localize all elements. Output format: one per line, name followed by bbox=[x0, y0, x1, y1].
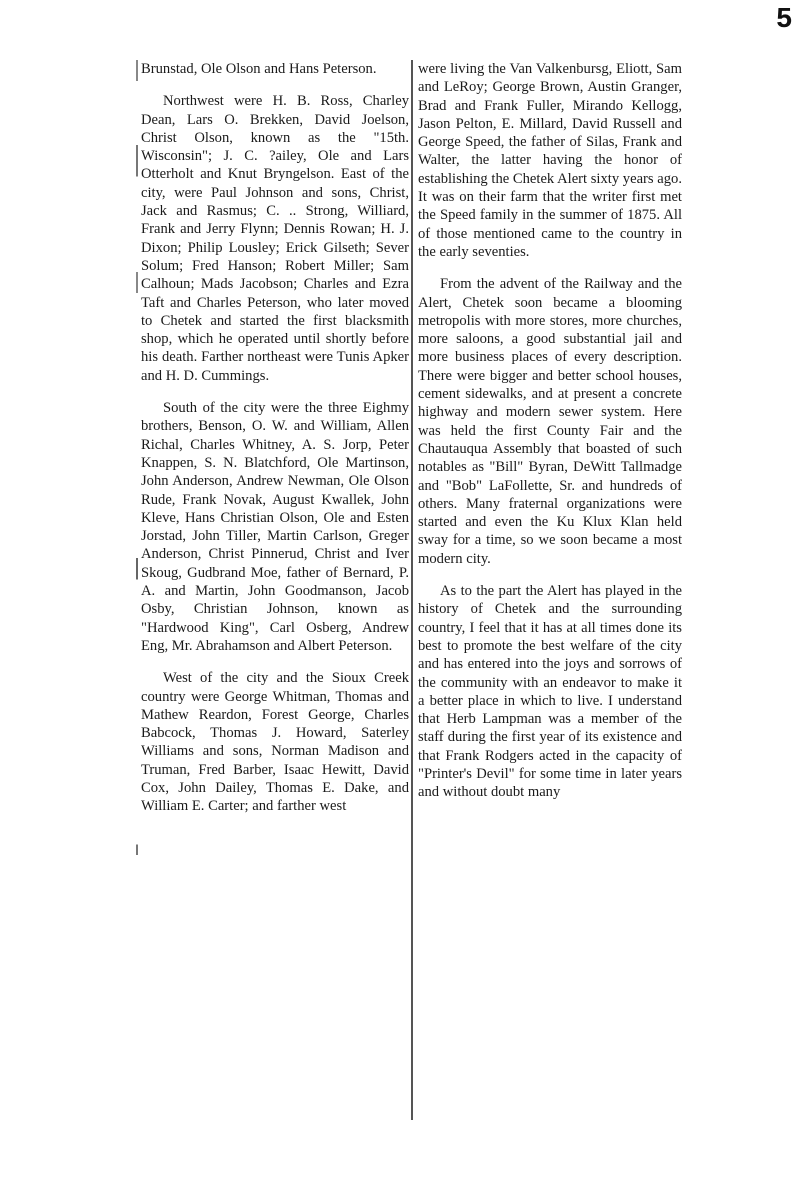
left-paragraph-4: West of the city and the Sioux Creek country were George Whitman, Thomas and Mathew Reardon, Forest George, Charles Babcock, Thomas J. Howard, Saterley Williams and sons, Norman Madison and Truman, Fred Barber, Isaac Hewitt, David Cox, John Dailey, Thomas E. Dake, and William E. Carter; and farther west bbox=[141, 670, 409, 815]
left-paragraph-3: South of the city were the three Eighmy brothers, Benson, O. W. and William, Allen Richal, Charles Whitney, A. S. Jorp, Peter Knappen, S. N. Blatchford, Ole Martinson, John Anderson, Andrew Newman, Ole Olson Rude, Frank Novak, August Kwallek, John Kleve, Hans Christian Olson, Ole and Esten Jorstad, John Tiller, Martin Carlson, Greger Anderson, Christ Pinnerud, Christ and Iver Skoug, Gudbrand Moe, father of Bernard, P. A. and Martin, John Goodmanson, Jacob Osby, Christian Johnson, known as "Hardwood King", Carl Osberg, Andrew Eng, Mr. Abrahamson and Albert Peterson. bbox=[141, 400, 409, 654]
right-column bbox=[418, 60, 682, 816]
right-paragraph-3: As to the part the Alert has played in the history of Chetek and the surrounding country, I feel that it has at all times done its best to promote the best welfare of the city and has entered into the joys and sorrows of the community with an endeavor to make it a better place in which to live. I understand that Herb Lampman was a member of the staff during the first year of its existence and that Frank Rodgers acted in the capacity of "Printer's Devil" for some time in later years and without doubt many bbox=[418, 583, 682, 801]
right-paragraph-2: From the advent of the Railway and the Alert, Chetek soon became a blooming metropolis with more stores, more churches, more saloons, a good substantial jail and more business places of every description. There were bigger and better school houses, cement sidewalks, and at present a concrete highway and modern sewer system. Here was held the first County Fair and the Chautauqua Assembly that boasted of such notables as "Bill" Byran, DeWitt Tallmadge and "Bob" LaFollette, Sr. and hundreds of others. Many fraternal organizations were started and even the Ku Klux Klan held sway for a time, so we soon became a most modern city. bbox=[418, 276, 682, 567]
left-margin-rule bbox=[136, 60, 138, 1120]
left-paragraph-1: Brunstad, Ole Olson and Hans Peterson. bbox=[141, 61, 377, 77]
left-paragraph-2: Northwest were H. B. Ross, Charley Dean, Lars O. Brekken, David Joelson, Christ Olson, known as the "15th. Wisconsin"; J. C. ?ailey, Ole and Lars Otterholt and Knut Bryngelson. East of the city, were Paul Johnson and sons, Christ, Jack and Rasmus; C. .. Strong, Williard, Frank and Jerry Flynn; Dennis Rowan; H. J. Dixon; Philip Lousley; Erick Gilseth; Sever Solum; Fred Hanson; Robert Miller; Sam Calhoun; Mads Jacobson; Charles and Ezra Taft and Charles Peterson, who later moved to Chetek and started the first blacksmith shop, which he operated until shortly before his death. Farther northeast were Tunis Apker and H. D. Cummings. bbox=[141, 93, 409, 384]
page-number: 5 bbox=[776, 2, 792, 33]
right-paragraph-1: were living the Van Valkenbursg, Eliott, Sam and LeRoy; George Brown, Austin Granger, Brad and Frank Fuller, Mirando Kellogg, Jason Pelton, E. Millard, David Russell and George Speed, the father of Silas, Frank and Walter, the latter having the honor of establishing the Chetek Alert sixty years ago. It was on their farm that the writer first met the Speed family in the summer of 1875. All of those mentioned came to the country in the early seventies. bbox=[418, 61, 682, 260]
left-column bbox=[141, 60, 409, 830]
column-divider bbox=[411, 60, 413, 1120]
